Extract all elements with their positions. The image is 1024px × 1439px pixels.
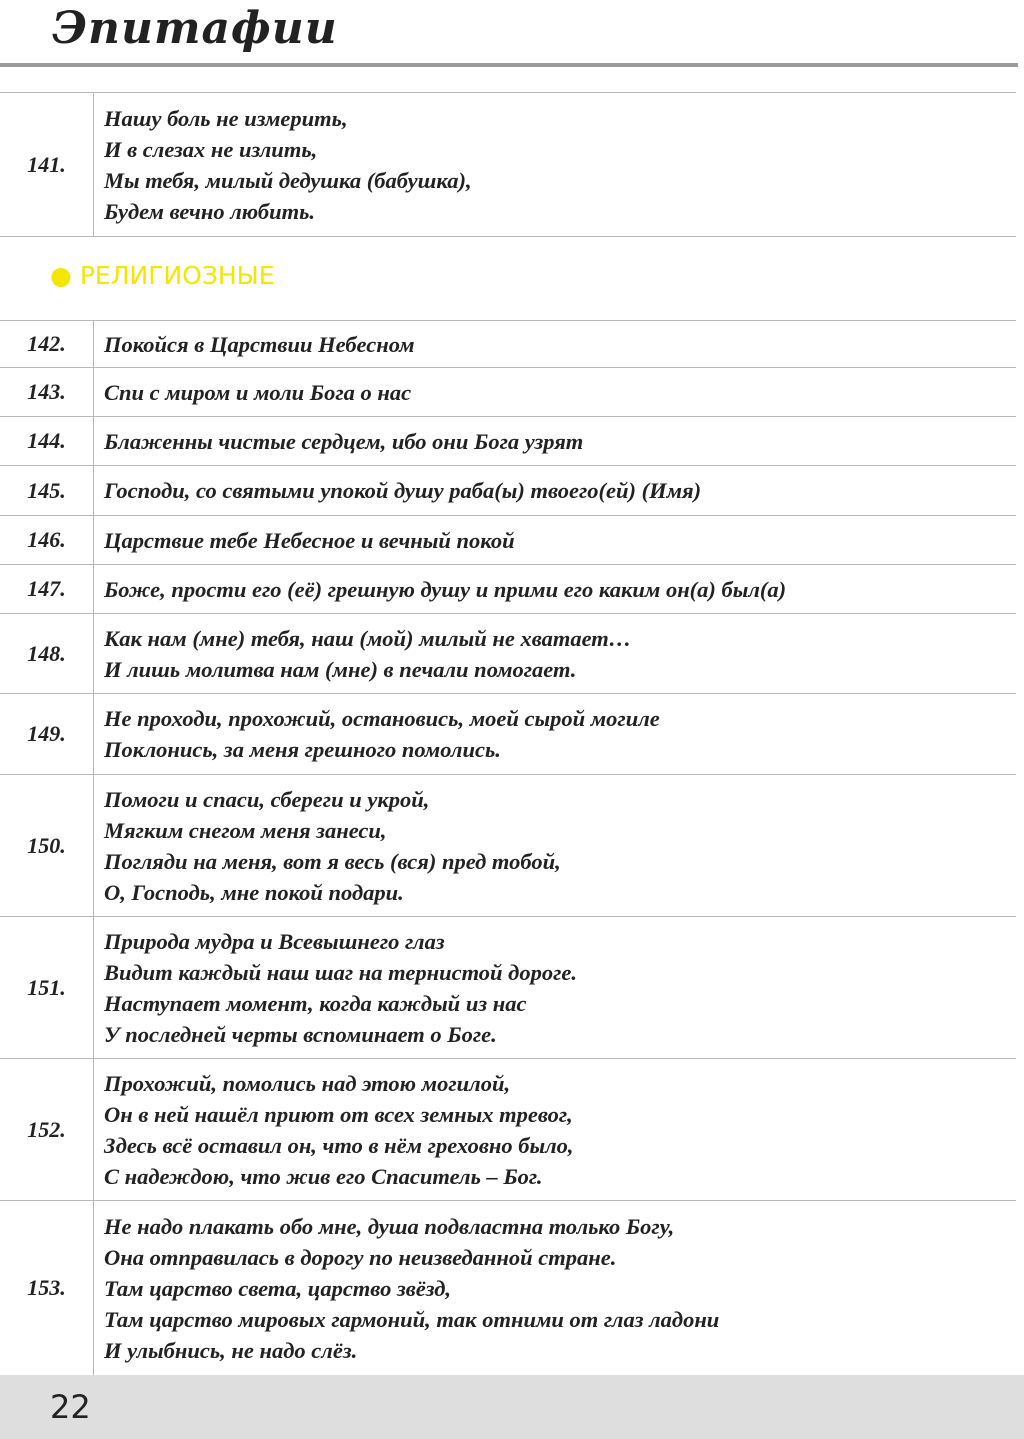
entry-line: О, Господь, мне покой подари. [104,879,404,905]
entry-line: Не надо плакать обо мне, душа подвластна только Богу, [104,1213,675,1239]
entry-text [94,417,1016,465]
entry-text [94,775,1016,916]
entry-line: Он в ней нашёл приют от всех земных тревог, [104,1101,573,1127]
footer-bar [0,1375,1024,1439]
entry-line: Будем вечно любить. [104,198,316,224]
table-row [0,694,1016,775]
table-row [0,417,1016,466]
table-row [0,320,1016,368]
entry-line: Как нам (мне) тебя, наш (мой) милый не хватает… [104,625,632,651]
section-heading-label: РЕЛИГИОЗНЫЕ [79,261,275,290]
entry-line: И в слезах не излить, [104,136,318,162]
epitaph-table-top [0,92,1016,237]
entry-line: Здесь всё оставил он, что в нём греховно было, [104,1132,574,1158]
entry-line: Поклонись, за меня грешного помолись. [104,737,501,762]
table-row [0,466,1016,516]
entry-text [94,368,1016,416]
entry-text [94,1059,1016,1200]
entry-number: 151. [0,917,94,1058]
entry-line: Там царство мировых гармоний, так отними от глаз ладони [104,1306,720,1332]
entry-text [94,694,1016,774]
table-row [0,1059,1016,1201]
entry-number: 148. [0,614,94,693]
entry-line: У последней черты вспоминает о Боге. [104,1021,497,1047]
entry-number: 143. [0,368,94,416]
entry-text [94,466,1016,515]
entry-number: 141. [0,93,94,236]
entry-number: 147. [0,565,94,613]
entry-line: И лишь молитва нам (мне) в печали помогает. [104,656,577,682]
entry-line: Природа мудра и Всевышнего глаз [104,928,445,954]
entry-number: 152. [0,1059,94,1200]
table-row [0,565,1016,614]
entry-number: 145. [0,466,94,515]
entry-line: Нашу боль не измерить, [104,105,348,131]
entry-text [94,565,1016,613]
entry-line: Помоги и спаси, сбереги и укрой, [104,786,430,812]
entry-line: Видит каждый наш шаг на тернистой дороге. [104,959,578,985]
entry-text [94,1201,1016,1375]
table-row [0,92,1016,237]
entry-line: Погляди на меня, вот я весь (вся) пред тобой, [104,848,561,874]
entry-number: 144. [0,417,94,465]
title-divider [0,63,1018,67]
entry-line: С надеждою, что жив его Спаситель – Бог. [104,1163,543,1189]
entry-text [94,93,1016,236]
entry-line: Спи с миром и моли Бога о нас [104,379,412,405]
table-row [0,614,1016,694]
section-heading [50,256,275,296]
table-row [0,775,1016,917]
table-row [0,1201,1016,1375]
bullet-icon: ● [50,261,72,290]
entry-line: Боже, прости его (её) грешную душу и прими его каким он(а) был(а) [104,576,787,602]
entry-line: Покойся в Царствии Небесном [104,331,415,357]
entry-line: Мы тебя, милый дедушка (бабушка), [104,167,472,193]
entry-line: Царствие тебе Небесное и вечный покой [104,527,515,553]
table-row [0,516,1016,565]
entry-line: Там царство света, царство звёзд, [104,1275,452,1301]
entry-line: И улыбнись, не надо слёз. [104,1337,358,1363]
epitaph-table-religious [0,320,1016,1375]
entry-number: 153. [0,1201,94,1375]
entry-line: Наступает момент, когда каждый из нас [104,990,527,1016]
entry-text [94,321,1016,367]
entry-line: Не проходи, прохожий, остановись, моей сырой могиле [104,706,660,731]
entry-text [94,516,1016,564]
entry-number: 142. [0,321,94,367]
entry-line: Блаженны чистые сердцем, ибо они Бога узрят [104,428,584,454]
entry-text [94,614,1016,693]
entry-line: Она отправилась в дорогу по неизведанной стране. [104,1244,617,1270]
entry-text [94,917,1016,1058]
entry-line: Мягким снегом меня занеси, [104,817,387,843]
table-row [0,917,1016,1059]
page-number: 22 [50,1388,91,1426]
entry-number: 146. [0,516,94,564]
entry-number: 149. [0,694,94,774]
page-title: Эпитафии [52,3,338,54]
table-row [0,368,1016,417]
entry-line: Господи, со святыми упокой душу раба(ы) твоего(ей) (Имя) [104,478,702,503]
entry-number: 150. [0,775,94,916]
entry-line: Прохожий, помолись над этою могилой, [104,1070,511,1096]
